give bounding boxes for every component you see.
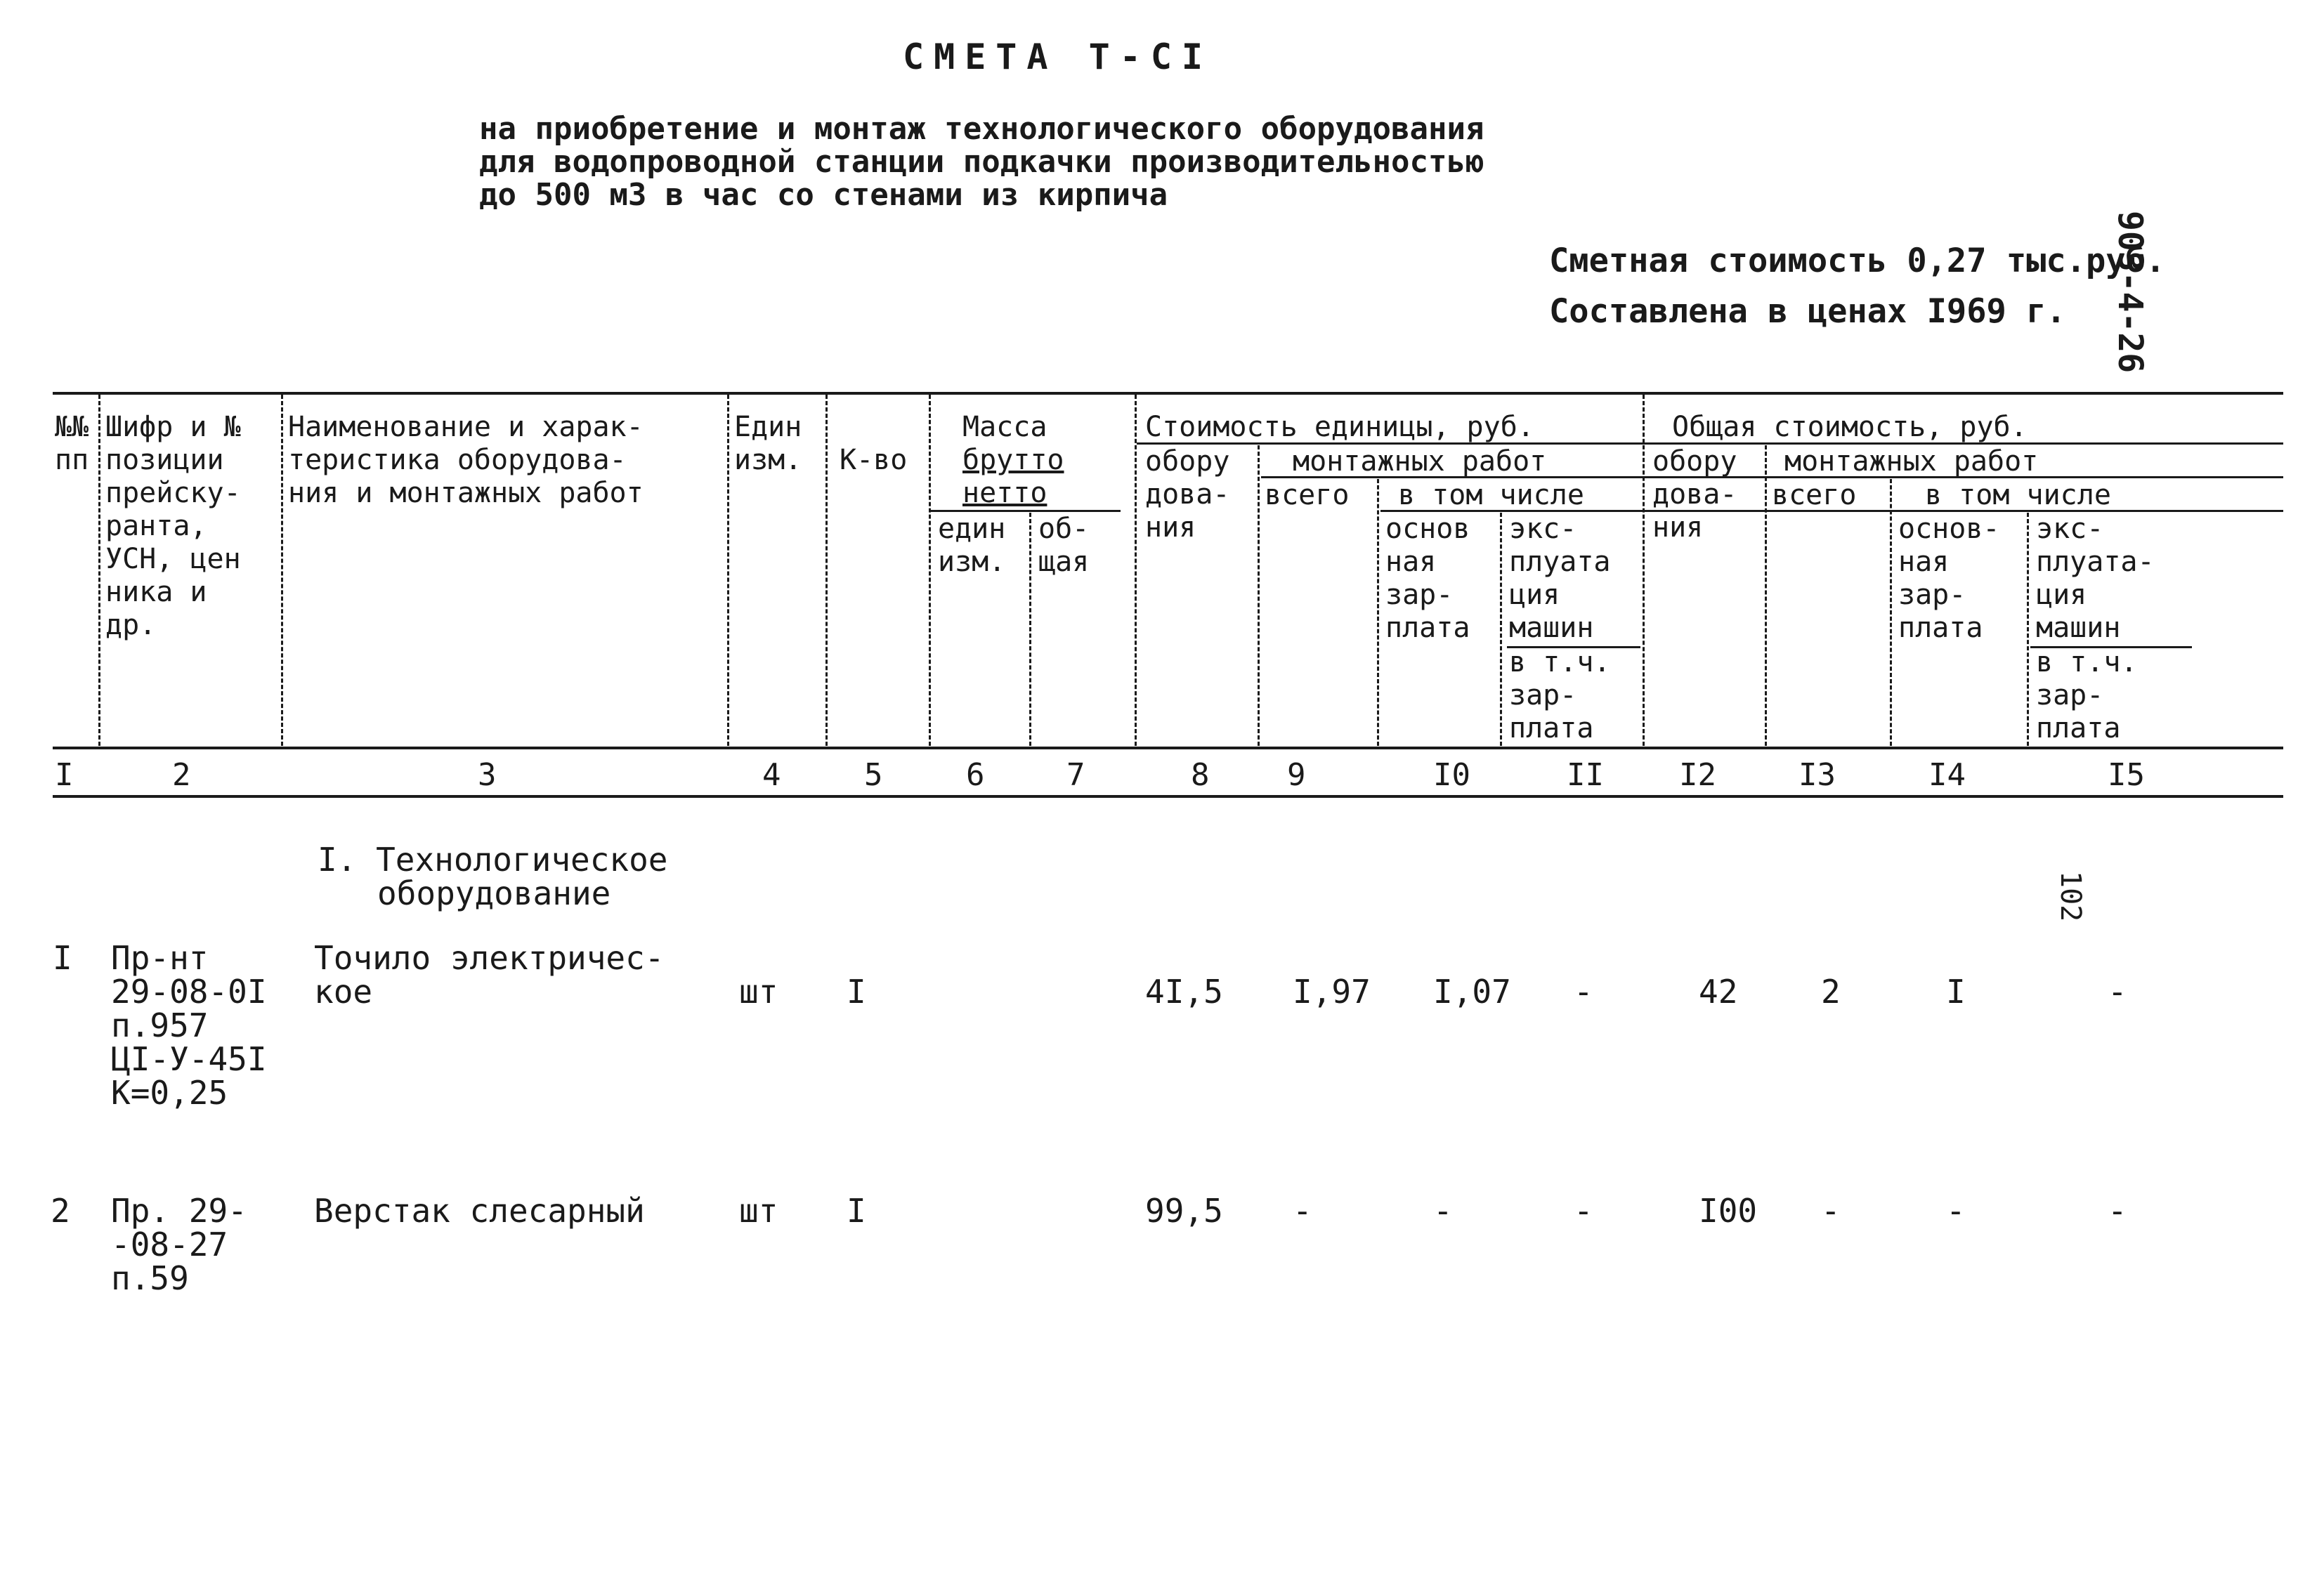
hdr-c7-l1: об- bbox=[1038, 513, 1090, 545]
row2-c11: - bbox=[1574, 1192, 1593, 1230]
table-top-rule bbox=[53, 392, 2283, 395]
row1-qty: I bbox=[847, 973, 866, 1011]
hdr-c15-l4: машин bbox=[2036, 612, 2121, 644]
row2-code-l2: -08-27 bbox=[111, 1226, 228, 1263]
col-divider bbox=[1890, 479, 1892, 746]
hdr-c11-l5: в т.ч. bbox=[1509, 646, 1611, 678]
row1-c14: I bbox=[1946, 973, 1966, 1011]
col-divider bbox=[929, 395, 931, 746]
row2-c14: - bbox=[1946, 1192, 1966, 1230]
hdr-c12-l3: ния bbox=[1652, 511, 1704, 544]
price-year: Составлена в ценах I969 г. bbox=[1549, 292, 2066, 331]
hdr-c10-l3: зар- bbox=[1385, 579, 1454, 611]
row1-c15: - bbox=[2108, 973, 2127, 1011]
hdr-c2-l6: ника и bbox=[105, 576, 207, 608]
row1-name-l1: Точило электричес- bbox=[314, 939, 665, 977]
col-divider bbox=[281, 395, 283, 746]
hdr-c2-l5: УСН, цен bbox=[105, 543, 241, 575]
hdr-c5: К-во bbox=[840, 444, 908, 476]
row1-c8: 4I,5 bbox=[1145, 973, 1223, 1011]
hdr-c15-l7: плата bbox=[2036, 712, 2121, 744]
hdr-c8-l1: обору bbox=[1145, 445, 1230, 478]
col-number: 9 bbox=[1287, 757, 1306, 793]
hdr-c1-l1: №№ bbox=[55, 411, 89, 443]
row2-code-l3: п.59 bbox=[111, 1259, 189, 1297]
row1-code-l4: ЦI-У-45I bbox=[111, 1040, 267, 1078]
col-number: 2 bbox=[172, 757, 191, 793]
hdr-c14-l2: ная bbox=[1898, 546, 1950, 578]
hdr-c13: всего bbox=[1772, 479, 1857, 511]
row1-c9: I,97 bbox=[1293, 973, 1371, 1011]
col-number: II bbox=[1567, 757, 1604, 793]
hdr-c3-l2: теристика оборудова- bbox=[288, 444, 627, 476]
section-title-l1: I. Технологическое bbox=[318, 841, 668, 879]
col-number: 3 bbox=[478, 757, 497, 793]
hdr-c6-l2: изм. bbox=[938, 546, 1006, 578]
hdr-c12-l2: дова- bbox=[1652, 478, 1737, 511]
hdr-c2-l2: позиции bbox=[105, 444, 224, 476]
hdr-c2-l1: Шифр и № bbox=[105, 411, 241, 443]
row1-unit: шт bbox=[739, 973, 778, 1011]
hdr-mass: Масса bbox=[962, 411, 1047, 443]
section-title-l2: оборудование bbox=[377, 874, 611, 912]
hdr-c15-l2: плуата- bbox=[2036, 546, 2155, 578]
document-title: СМЕТА Т-СI bbox=[903, 37, 1213, 77]
hdr-c4-l1: Един bbox=[734, 411, 802, 443]
hdr-c6-l1: един bbox=[938, 513, 1006, 545]
estimated-cost: Сметная стоимость 0,27 тыс.руб. bbox=[1549, 242, 2166, 280]
col-divider bbox=[1643, 395, 1645, 746]
number-row-rule bbox=[53, 795, 2283, 798]
hdr-c11-l7: плата bbox=[1509, 712, 1594, 744]
hdr-c15-l3: ция bbox=[2036, 579, 2087, 611]
hdr-c8-l3: ния bbox=[1145, 511, 1196, 544]
col-number: 4 bbox=[762, 757, 781, 793]
row1-c11: - bbox=[1574, 973, 1593, 1011]
row2-c8: 99,5 bbox=[1145, 1192, 1223, 1230]
hdr-c15-l5: в т.ч. bbox=[2036, 646, 2138, 678]
row1-code-l5: К=0,25 bbox=[111, 1074, 228, 1112]
subtitle-line-2: для водопроводной станции подкачки производительностью bbox=[479, 144, 1484, 180]
hdr-c15-l6: зар- bbox=[2036, 679, 2104, 711]
col-number: 6 bbox=[966, 757, 985, 793]
hdr-c2-l4: ранта, bbox=[105, 510, 207, 542]
row1-code-l3: п.957 bbox=[111, 1006, 209, 1044]
col-number: I2 bbox=[1679, 757, 1716, 793]
hdr-mount-2: монтажных работ bbox=[1784, 445, 2039, 478]
hdr-c9: всего bbox=[1265, 479, 1350, 511]
hdr-incl-2: в том числе bbox=[1925, 479, 2111, 511]
header-bottom-rule bbox=[53, 747, 2283, 749]
page-mark: 102 bbox=[2054, 871, 2087, 922]
col-number: 5 bbox=[864, 757, 883, 793]
row2-c9: - bbox=[1293, 1192, 1312, 1230]
col-divider bbox=[1258, 445, 1260, 746]
col-number: I0 bbox=[1433, 757, 1470, 793]
hdr-c14-l4: плата bbox=[1898, 612, 1983, 644]
row2-num: 2 bbox=[51, 1192, 70, 1230]
hdr-c2-l7: др. bbox=[105, 609, 157, 641]
col-number: I4 bbox=[1928, 757, 1966, 793]
col-divider bbox=[1029, 513, 1031, 746]
hdr-c11-l4: машин bbox=[1509, 612, 1594, 644]
col-divider bbox=[1377, 479, 1379, 746]
row2-name: Верстак слесарный bbox=[314, 1192, 645, 1230]
row2-unit: шт bbox=[739, 1192, 778, 1230]
row2-c12: I00 bbox=[1699, 1192, 1758, 1230]
row2-c10: - bbox=[1433, 1192, 1453, 1230]
hdr-mass-net: нетто bbox=[962, 477, 1047, 509]
hdr-mount-1: монтажных работ bbox=[1293, 445, 1547, 478]
row1-name-l2: кое bbox=[314, 973, 373, 1011]
col-number: I bbox=[55, 757, 74, 793]
hdr-c12-l1: обору bbox=[1652, 445, 1737, 478]
side-document-code: 903-4-26 bbox=[2110, 211, 2150, 374]
hdr-c11-l3: ция bbox=[1509, 579, 1560, 611]
col-number: I3 bbox=[1799, 757, 1836, 793]
hdr-c2-l3: прейску- bbox=[105, 477, 241, 509]
col-divider bbox=[1765, 445, 1767, 746]
row2-qty: I bbox=[847, 1192, 866, 1230]
hdr-c3-l3: ния и монтажных работ bbox=[288, 477, 644, 509]
subtitle-line-1: на приобретение и монтаж технологического оборудования bbox=[479, 111, 1484, 147]
col-divider bbox=[1500, 513, 1502, 746]
hdr-incl-1: в том числе bbox=[1398, 479, 1584, 511]
col-divider bbox=[825, 395, 828, 746]
row2-c13: - bbox=[1821, 1192, 1841, 1230]
hdr-unit-cost: Стоимость единицы, руб. bbox=[1145, 411, 1534, 443]
col-number: 7 bbox=[1066, 757, 1085, 793]
hdr-c1-l2: пп bbox=[55, 444, 89, 476]
hdr-c4-l2: изм. bbox=[734, 444, 802, 476]
hdr-total-cost: Общая стоимость, руб. bbox=[1672, 411, 2028, 443]
row1-num: I bbox=[53, 939, 72, 977]
hdr-c11-l2: плуата bbox=[1509, 546, 1611, 578]
hdr-c8-l2: дова- bbox=[1145, 478, 1230, 511]
row2-code-l1: Пр. 29- bbox=[111, 1192, 247, 1230]
col-divider bbox=[2027, 513, 2029, 746]
col-divider bbox=[727, 395, 729, 746]
hdr-c11-l1: экс- bbox=[1509, 513, 1577, 545]
hdr-c10-l1: основ bbox=[1385, 513, 1470, 545]
hdr-c3-l1: Наименование и харак- bbox=[288, 411, 644, 443]
col-number: 8 bbox=[1191, 757, 1210, 793]
row1-c13: 2 bbox=[1821, 973, 1841, 1011]
hdr-c10-l4: плата bbox=[1385, 612, 1470, 644]
row1-c12: 42 bbox=[1699, 973, 1738, 1011]
hdr-c14-l1: основ- bbox=[1898, 513, 2000, 545]
hdr-c11-l6: зар- bbox=[1509, 679, 1577, 711]
hdr-c15-l1: экс- bbox=[2036, 513, 2104, 545]
col-divider bbox=[1135, 395, 1137, 746]
hdr-c14-l3: зар- bbox=[1898, 579, 1966, 611]
subtitle-line-3: до 500 м3 в час со стенами из кирпича bbox=[479, 177, 1168, 213]
row1-c10: I,07 bbox=[1433, 973, 1511, 1011]
row2-c15: - bbox=[2108, 1192, 2127, 1230]
col-divider bbox=[98, 395, 100, 746]
row1-code-l1: Пр-нт bbox=[111, 939, 209, 977]
hdr-c10-l2: ная bbox=[1385, 546, 1437, 578]
row1-code-l2: 29-08-0I bbox=[111, 973, 267, 1011]
hdr-mass-gross: брутто bbox=[962, 444, 1064, 476]
col-number: I5 bbox=[2108, 757, 2145, 793]
mass-group-rule bbox=[931, 510, 1121, 512]
hdr-c7-l2: щая bbox=[1038, 546, 1090, 578]
